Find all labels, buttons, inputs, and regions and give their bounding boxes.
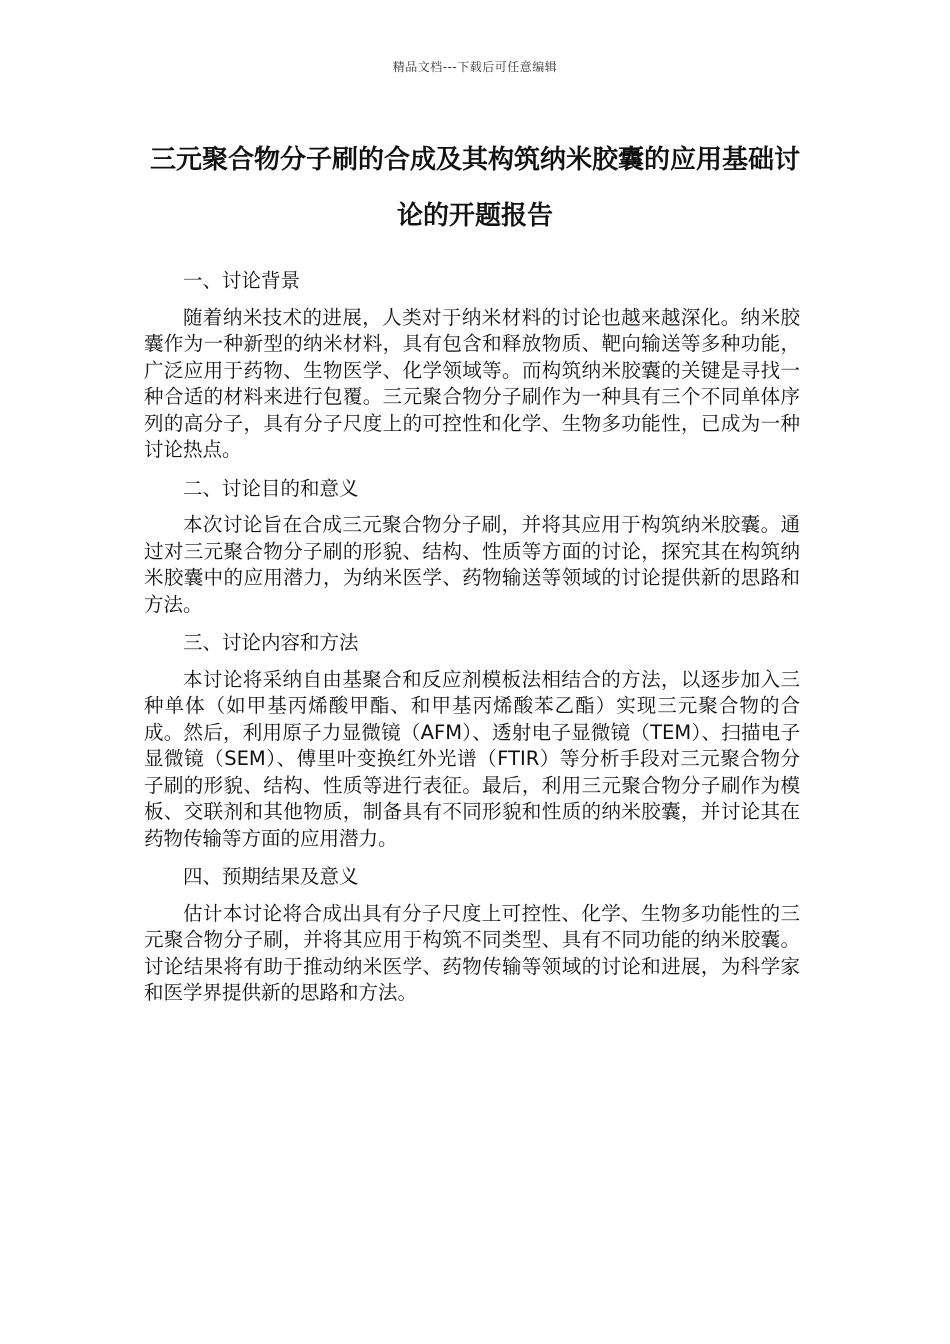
section-purpose (144, 476, 800, 619)
section-paragraph: 本讨论将采纳自由基聚合和反应剂模板法相结合的方法，以逐步加入三种单体（如甲基丙烯酸甲酯、和甲基丙烯酸苯乙酯）实现三元聚合物的合成。然后，利用原子力显微镜（AFM）、透射电子显微镜（TEM）、扫描电子显微镜（SEM）、傅里叶变换红外光谱（FTIR）等分析手段对三元聚合物分子刷的形貌、结构、性质等进行表征。最后，利用三元聚合物分子刷作为模板、交联剂和其他物质，制备具有不同形貌和性质的纳米胶囊，并讨论其在药物传输等方面的应用潜力。 (144, 667, 800, 850)
document-body (144, 268, 800, 1019)
section-paragraph: 随着纳米技术的进展，人类对于纳米材料的讨论也越来越深化。纳米胶囊作为一种新型的纳米材料，具有包含和释放物质、靶向输送等多种功能，广泛应用于药物、生物医学、化学领域等。而构筑纳米胶囊的关键是寻找一种合适的材料来进行包覆。三元聚合物分子刷作为一种具有三个不同单体序列的高分子，具有分子尺度上的可控性和化学、生物多功能性，已成为一种讨论热点。 (144, 305, 800, 461)
section-paragraph: 本次讨论旨在合成三元聚合物分子刷，并将其应用于构筑纳米胶囊。通过对三元聚合物分子刷的形貌、结构、性质等方面的讨论，探究其在构筑纳米胶囊中的应用潜力，为纳米医学、药物输送等领域的讨论提供新的思路和方法。 (144, 513, 800, 616)
section-heading: 一、讨论背景 (183, 269, 301, 292)
section-expected-results (144, 864, 800, 1007)
section-methods (144, 630, 800, 852)
section-heading: 四、预期结果及意义 (183, 865, 359, 888)
section-heading: 二、讨论目的和意义 (183, 476, 359, 500)
section-paragraph: 估计本讨论将合成出具有分子尺度上可控性、化学、生物多功能性的三元聚合物分子刷，并将其应用于构筑不同类型、具有不同功能的纳米胶囊。讨论结果将有助于推动纳米医学、药物传输等领域的讨论和进展，为科学家和医学界提供新的思路和方法。 (144, 901, 800, 1004)
page-header: 精品文档---下载后可任意编辑 (392, 60, 558, 74)
section-background (144, 268, 800, 464)
section-heading: 三、讨论内容和方法 (183, 631, 359, 654)
document-title: 三元聚合物分子刷的合成及其构筑纳米胶囊的应用基础讨论的开题报告 (149, 145, 800, 231)
